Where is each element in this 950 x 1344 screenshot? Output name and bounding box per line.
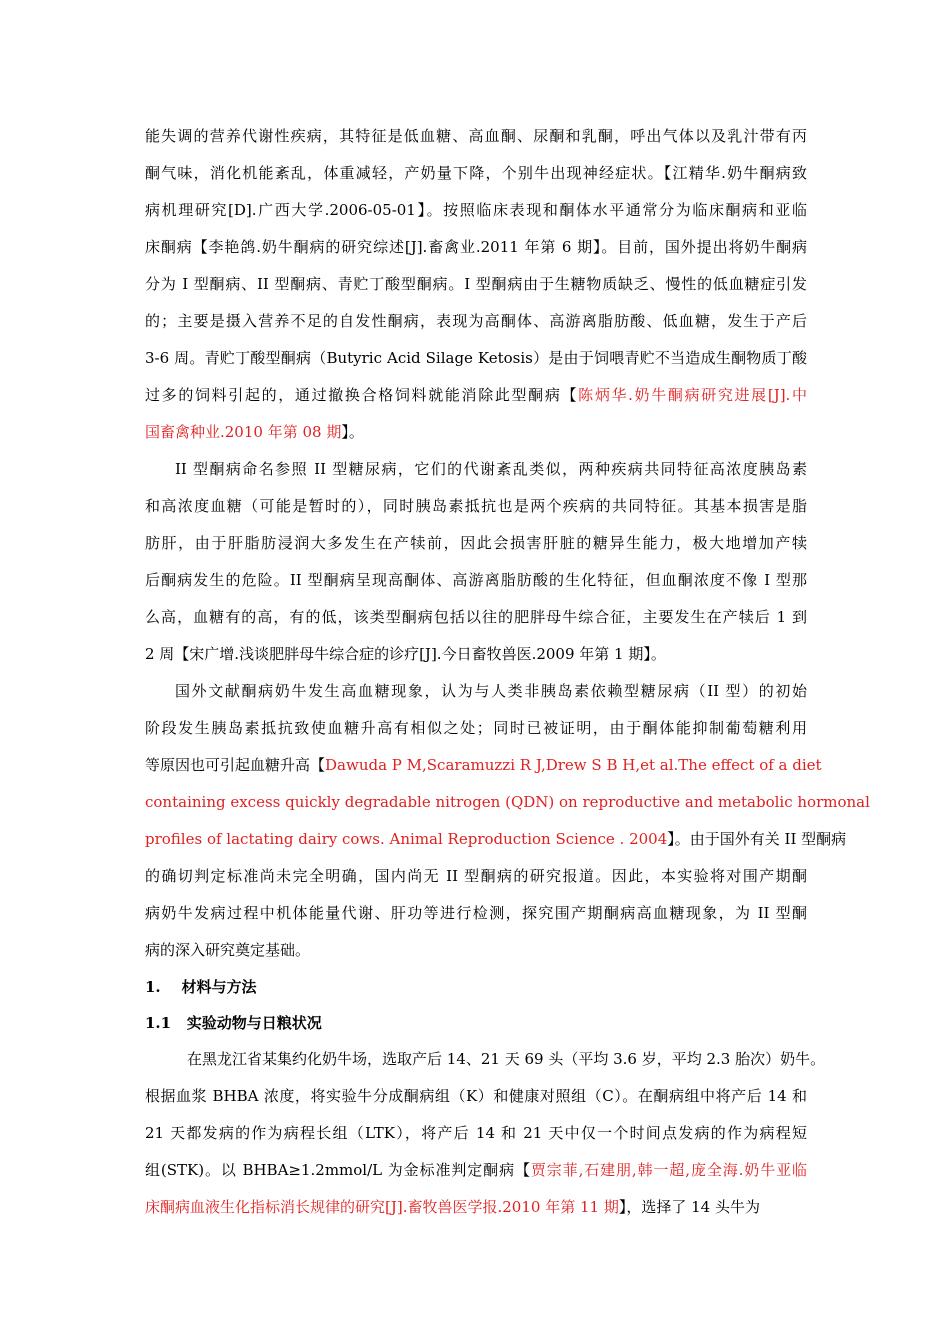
text-line [145, 266, 807, 303]
text-line [145, 488, 807, 525]
text-line [145, 858, 807, 895]
text-line [145, 1152, 807, 1189]
body-text: 酮气味，消化机能紊乱，体重减轻，产奶量下降，个别牛出现神经症状。【江精华.奶牛酮病致 [145, 164, 807, 182]
body-text: 和高浓度血糖（可能是暂时的），同时胰岛素抵抗也是两个疾病的共同特征。其基本损害是脂 [145, 497, 807, 515]
subsection-heading-animals-diet: 1.1 实验动物与日粮状况 [145, 1014, 322, 1032]
citation-text: containing excess quickly degradable nitrogen (QDN) on reproductive and metabolic hormonal [145, 793, 870, 811]
body-text: 后酮病发生的危险。II 型酮病呈现高酮体、高游离脂肪酸的生化特征，但血酮浓度不像 I 型那 [145, 571, 807, 589]
body-text: 组(STK)。以 BHBA≥1.2mmol/L 为金标准判定酮病【 [145, 1161, 531, 1179]
citation-text: Dawuda P M,Scaramuzzi R J,Drew S B H,et al.The effect of a diet [325, 756, 822, 774]
text-line [145, 303, 807, 340]
text-line [145, 229, 807, 266]
paragraph-ketosis-definition [145, 118, 807, 451]
body-text: 能失调的营养代谢性疾病，其特征是低血糖、高血酮、尿酮和乳酮，呼出气体以及乳汁带有丙 [145, 127, 807, 145]
text-line [145, 784, 870, 821]
body-text: 阶段发生胰岛素抵抗致使血糖升高有相似之处；同时已被证明，由于酮体能抑制葡萄糖利用 [145, 719, 807, 737]
text-line [145, 1189, 807, 1226]
text-line [145, 636, 807, 673]
text-line [145, 414, 807, 451]
text-line [145, 895, 807, 932]
body-text: 么高，血糖有的高，有的低，该类型酮病包括以往的肥胖母牛综合征，主要发生在产犊后 1 到 [145, 608, 807, 626]
citation-text: 陈炳华.奶牛酮病研究进展[J].中 [578, 386, 807, 404]
text-line [145, 932, 807, 969]
body-text: 病奶牛发病过程中机体能量代谢、肝功等进行检测，探究围产期酮病高血糖现象，为 II 型酮 [145, 904, 807, 922]
body-text: II 型酮病命名参照 II 型糖尿病，它们的代谢紊乱类似，两种疾病共同特征高浓度胰岛素 [175, 460, 807, 478]
body-text: 病机理研究[D].广西大学.2006-05-01】。按照临床表现和酮体水平通常分为临床酮病和亚临 [145, 201, 807, 219]
citation-text: 贾宗菲,石建朋,韩一超,庞全海.奶牛亚临 [530, 1161, 808, 1179]
text-line [145, 118, 807, 155]
body-text: 肪肝，由于肝脂肪浸润大多发生在产犊前，因此会损害肝脏的糖异生能力，极大地增加产犊 [145, 534, 807, 552]
body-text: 在黑龙江省某集约化奶牛场，选取产后 14、21 天 69 头（平均 3.6 岁，平均 2.3 胎次）奶牛。 [187, 1050, 826, 1068]
body-text: 病的深入研究奠定基础。 [145, 941, 311, 959]
text-line [145, 340, 807, 377]
citation-text: 国畜禽种业.2010 年第 08 期 [145, 423, 342, 441]
paragraph-type2-ketosis [145, 451, 807, 673]
text-line [145, 1078, 807, 1115]
text-line [145, 747, 822, 784]
paragraph-experimental-animals [145, 1041, 826, 1226]
body-text: 】。 [341, 423, 364, 441]
body-text: 2 周【宋广增.浅谈肥胖母牛综合症的诊疗[J].今日畜牧兽医.2009 年第 1 期】。 [145, 645, 666, 663]
text-line [145, 192, 807, 229]
body-text: 分为 I 型酮病、II 型酮病、青贮丁酸型酮病。I 型酮病由于生糖物质缺乏、慢性的低血糖症引发 [145, 275, 807, 293]
text-line [145, 673, 807, 710]
body-text: 3-6 周。青贮丁酸型酮病（Butyric Acid Silage Ketosis）是由于饲喂青贮不当造成生酮物质丁酸 [145, 349, 807, 367]
text-line [145, 525, 807, 562]
text-line [145, 562, 807, 599]
body-text: 的；主要是摄入营养不足的自发性酮病，表现为高酮体、高游离脂肪酸、低血糖，发生于产后 [145, 312, 807, 330]
text-line [145, 821, 847, 858]
text-line [145, 1115, 807, 1152]
body-text: 的确切判定标准尚未完全明确，国内尚无 II 型酮病的研究报道。因此，本实验将对围产期酮 [145, 867, 807, 885]
body-text: 】，选择了 14 头牛为 [618, 1198, 760, 1216]
text-line [145, 710, 807, 747]
text-line [145, 451, 807, 488]
body-text: 】。由于国外有关 II 型酮病 [667, 830, 847, 848]
citation-text: profiles of lactating dairy cows. Animal Reproduction Science . 2004 [145, 830, 668, 848]
body-text: 床酮病【李艳鸽.奶牛酮病的研究综述[J].畜禽业.2011 年第 6 期】。目前，国外提出将奶牛酮病 [145, 238, 807, 256]
body-text: 21 天都发病的作为病程长组（LTK），将产后 14 和 21 天中仅一个时间点发病的作为病程短 [145, 1124, 807, 1142]
document-page [145, 118, 870, 1226]
text-line [145, 377, 807, 414]
citation-text: 床酮病血液生化指标消长规律的研究[J].畜牧兽医学报.2010 年第 11 期 [145, 1198, 619, 1216]
paragraph-foreign-literature [145, 673, 870, 969]
text-line [145, 155, 807, 192]
body-text: 根据血浆 BHBA 浓度，将实验牛分成酮病组（K）和健康对照组（C）。在酮病组中将产后 14 和 [145, 1087, 807, 1105]
section-heading-materials-methods: 1. 材料与方法 [145, 978, 257, 996]
body-text: 过多的饲料引起的，通过撤换合格饲料就能消除此型酮病【 [145, 386, 579, 404]
text-line [145, 1041, 826, 1078]
text-line [145, 599, 807, 636]
body-text: 等原因也可引起血糖升高【 [145, 756, 326, 774]
body-text: 国外文献酮病奶牛发生高血糖现象，认为与人类非胰岛素依赖型糖尿病（II 型）的初始 [175, 682, 807, 700]
